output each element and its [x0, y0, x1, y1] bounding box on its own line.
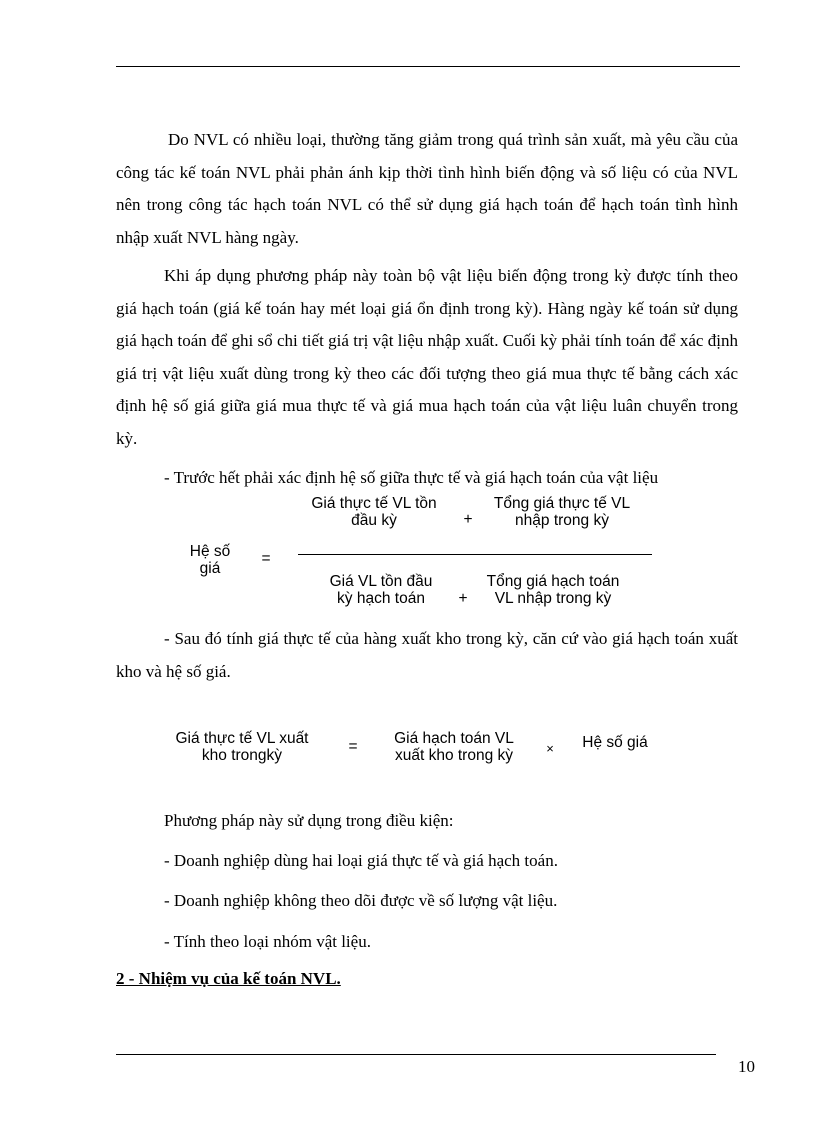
- footer-rule: [116, 1054, 716, 1055]
- formula1-lhs: Hệ số giá: [189, 543, 231, 577]
- condition-item: - Tính theo loại nhóm vật liệu.: [164, 932, 371, 951]
- formula2-rhs: Hệ số giá: [582, 734, 648, 751]
- formula1-denominator-b: Tổng giá hạch toán VL nhập trong kỳ: [486, 573, 620, 607]
- step-2-text: - Sau đó tính giá thực tế của hàng xuất kho trong kỳ, căn cứ vào giá hạch toán xuất kho và hệ số giá.: [116, 629, 738, 681]
- formula2-middle: Giá hạch toán VL xuất kho trong kỳ: [394, 730, 514, 764]
- step-1-text: - Trước hết phải xác định hệ số giữa thực tế và giá hạch toán của vật liệu: [164, 468, 659, 487]
- paragraph-1: Do NVL có nhiều loại, thường tăng giảm trong quá trình sản xuất, mà yêu cầu của công tác kế toán NVL phải phản ánh kịp thời tình hình biến động và số liệu có của NVL nên trong công tác hạch toán NVL có thể sử dụng giá hạch toán để hạch toán tình hình nhập xuất NVL hàng ngày.: [116, 130, 738, 247]
- header-rule: [116, 66, 740, 67]
- formula1-denominator-plus: +: [458, 590, 468, 607]
- paragraph-2: Khi áp dụng phương pháp này toàn bộ vật liệu biến động trong kỳ được tính theo giá hạch toán (giá kế toán hay mét loại giá ổn định trong kỳ). Hàng ngày kế toán sử dụng giá hạch toán để ghi sổ chi tiết giá trị vật liệu nhập xuất. Cuối kỳ phải tính toán để xác định giá trị vật liệu xuất dùng trong kỳ theo các đối tượng theo giá mua thực tế bằng cách xác định hệ số giá giữa giá mua thực tế và giá mua hạch toán của vật liệu luân chuyển trong kỳ.: [116, 266, 738, 448]
- formula1-numerator-b: Tổng giá thực tế VL nhập trong kỳ: [493, 495, 631, 529]
- formula2-equals: =: [348, 738, 358, 755]
- page-number: 10: [738, 1057, 755, 1076]
- section-heading: 2 - Nhiệm vụ của kế toán NVL.: [116, 969, 341, 988]
- formula2-times: ×: [546, 741, 554, 756]
- formula1-fraction-bar: [298, 554, 652, 555]
- formula1-numerator-a: Giá thực tế VL tồn đầu kỳ: [311, 495, 437, 529]
- condition-item: - Doanh nghiệp dùng hai loại giá thực tế và giá hạch toán.: [164, 851, 558, 870]
- conditions-intro: Phương pháp này sử dụng trong điều kiện:: [164, 811, 454, 830]
- formula2-lhs: Giá thực tế VL xuất kho trongkỳ: [175, 730, 309, 764]
- formula1-numerator-plus: +: [463, 511, 473, 528]
- formula1-denominator-a: Giá VL tồn đầu kỳ hạch toán: [329, 573, 433, 607]
- condition-item: - Doanh nghiệp không theo dõi được về số lượng vật liệu.: [164, 891, 558, 910]
- formula1-equals: =: [261, 550, 271, 567]
